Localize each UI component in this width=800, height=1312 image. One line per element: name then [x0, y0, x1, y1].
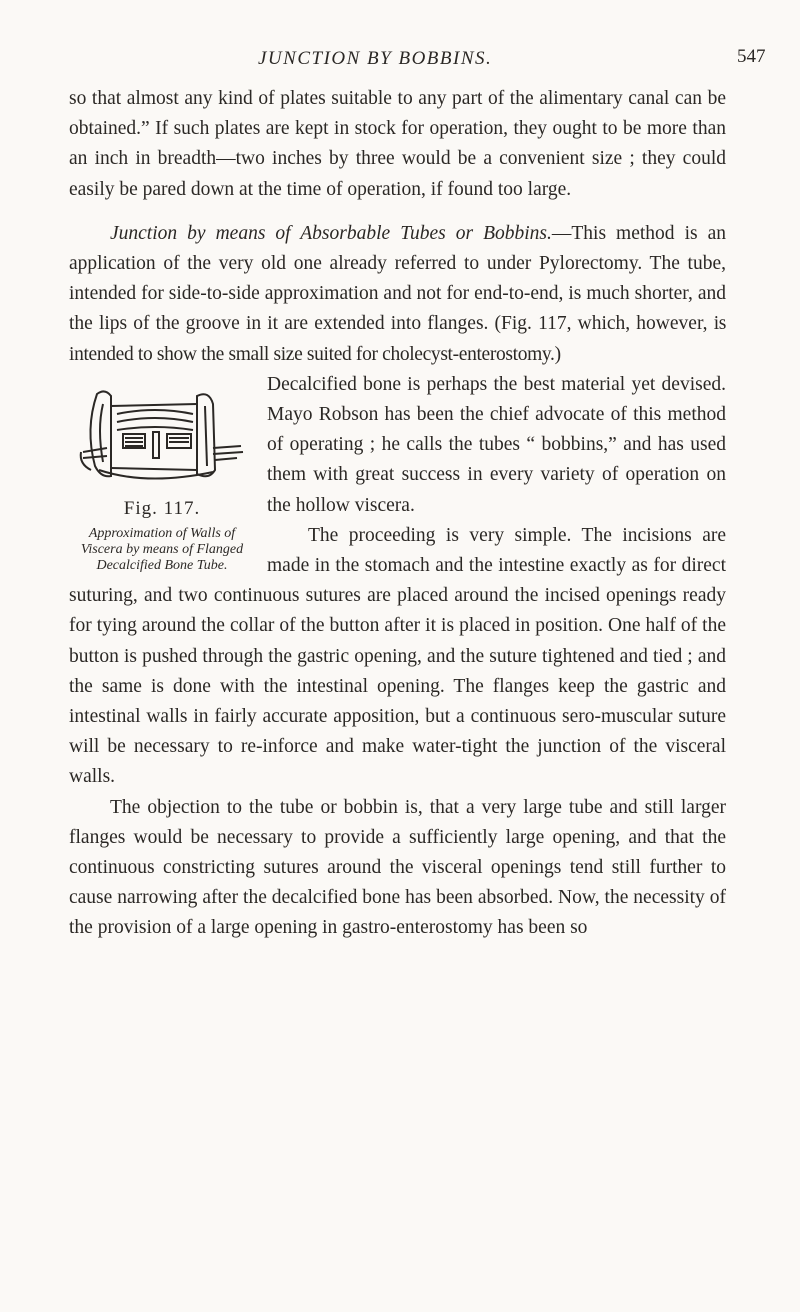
figure-117	[69, 374, 255, 574]
page-header	[0, 48, 800, 78]
paragraph-4: The objection to the tube or bobbin is, that a very large tube and still larger flanges would be necessary to provide a sufficiently large opening, and that the continuous constricting sutures around the visceral openings tend still further to cause narrowing after the decalcified bone has been absorbed. Now, the necessity of the provision of a large opening in gastro-enterostomy has been so	[69, 796, 726, 939]
paragraph-2	[69, 219, 726, 370]
section-heading: Junction by means of Absorbable Tubes or Bobbins.	[110, 222, 552, 244]
paragraph-2-text: —This method is an application of the very old one already referred to under Pylorectomy. The tube, intended for side-to-side approximation and not for end-to-end, is much shorter, and the lips of the groove in it are extended into flanges. (Fig. 117, which, however,	[69, 222, 726, 335]
figure-caption: Approximation of Walls of Viscera by means of Flanged Decalcified Bone Tube.	[80, 525, 244, 573]
running-head: JUNCTION BY BOBBINS.	[258, 48, 493, 69]
page-body	[69, 84, 726, 944]
paragraph-2c: Decalcified bone is perhaps the best material yet devised. Mayo Robson has been the chief advocate of this method of operating ; he calls the tubes “ bobbins,” and has used them with great success in every variety of operation on the hollow viscera.	[267, 373, 726, 516]
paragraph-2-text-b: is intended to show the small size suited for cholecyst-enterostomy.)	[69, 313, 727, 365]
paragraph-3: The proceeding is very simple. The incisions are made in the stomach and the intestine exactly as for direct suturing, and two continuous sutures are placed around the incised openings ready for tying around the collar of the button after it is placed in position. One half of the button is pushed through the gastric opening, and the suture tightened and tied ; and the same is done with the intestinal opening. The flanges keep the gastric and intestinal walls in fairly accurate apposition, but a continuous sero-muscular suture will be necessary to re-inforce and make water-tight the junction of the visceral walls.	[69, 524, 726, 788]
paragraph-1: so that almost any kind of plates suitable to any part of the alimentary canal can be obtained.” If such plates are kept in stock for operation, they ought to be more than an inch in breadth—two inches by three would be a convenient size ; they could easily be pared down at the time of operation, if found too large.	[69, 88, 726, 200]
page-number: 547	[737, 46, 766, 67]
figure-label: Fig. 117.	[123, 497, 201, 519]
bobbin-tube-illustration	[77, 374, 247, 494]
